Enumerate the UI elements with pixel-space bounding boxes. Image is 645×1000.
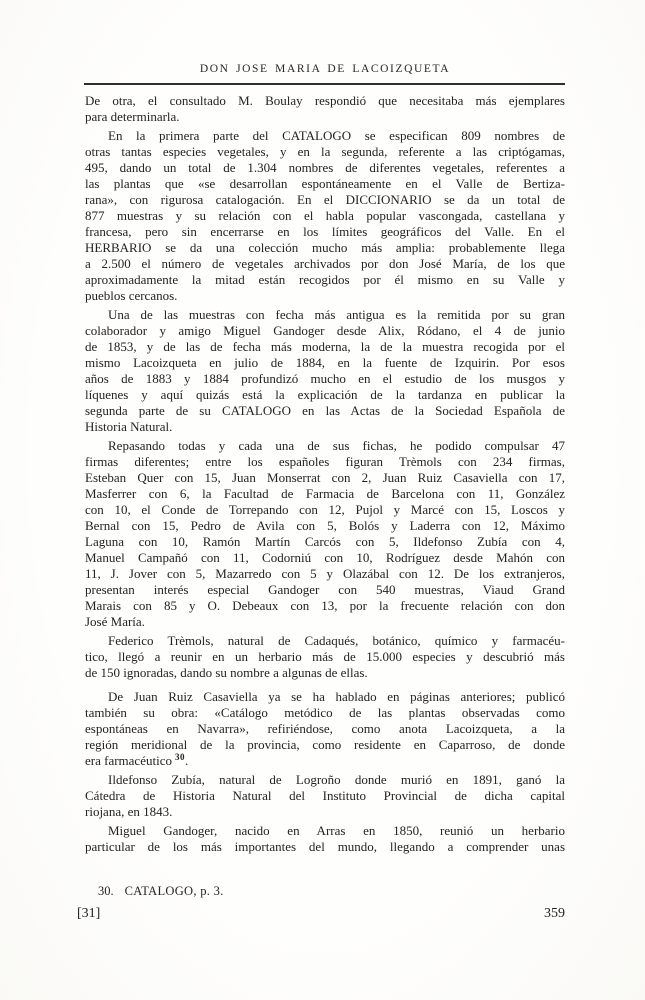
text-line: también su obra: «Catálogo metódico de las plantas observadas como — [85, 705, 565, 720]
body-text-block — [85, 93, 565, 855]
text-segment: era farmacéutico — [85, 753, 172, 768]
paragraph — [85, 823, 565, 855]
text-line: Esteban Quer con 15, Juan Monserrat con 2, Juan Ruiz Casaviella con 17, — [85, 470, 565, 485]
text-line: En la primera parte del CATALOGO se especifican 809 nombres de — [108, 128, 565, 143]
text-line: a 2.500 el número de vegetales archivados por don José María, de los que — [85, 256, 565, 271]
folio-left: [31] — [77, 906, 101, 921]
footnote — [85, 884, 565, 899]
text-line: Miguel Gandoger, nacido en Arras en 1850, reunió un herbario — [108, 823, 565, 838]
text-line: José María. — [85, 614, 145, 629]
text-line: De Juan Ruiz Casaviella ya se ha hablado en páginas anteriores; publicó — [108, 689, 565, 704]
page-footer — [77, 906, 565, 922]
text-line: Historia Natural. — [85, 419, 173, 434]
paragraph — [85, 128, 565, 304]
text-line: tico, llegó a reunir en un herbario más de 15.000 especies y descubrió más — [85, 649, 565, 664]
text-line: 495, dando un total de 1.304 nombres de diferentes vegetales, referentes a — [85, 160, 565, 175]
footnote-text: CATALOGO, p. 3. — [124, 884, 224, 898]
text-line: presentan interés especial Gandoger con 540 muestras, Viaud Grand — [85, 582, 565, 597]
paragraph — [85, 772, 565, 820]
text-line: de 150 ignoradas, dando su nombre a algunas de ellas. — [85, 665, 368, 680]
running-header-title: DON JOSE MARIA DE LACOIZQUETA — [199, 63, 451, 75]
text-line: con 10, el Conde de Torrepando con 12, Pujol y Marcé con 15, Loscos y — [85, 502, 565, 517]
text-line: Federico Trèmols, natural de Cadaqués, botánico, químico y farmacéu- — [108, 633, 565, 648]
text-line: las plantas que «se desarrollan espontáneamente en el Valle de Bertiza- — [85, 176, 565, 191]
paragraph — [85, 438, 565, 630]
paragraph — [85, 689, 565, 769]
paragraph — [85, 307, 565, 435]
text-line-with-footnote-ref — [85, 753, 565, 769]
text-line: Masferrer con 6, la Facultad de Farmacia de Barcelona con 11, González — [85, 486, 565, 501]
text-line: 11, J. Jover con 5, Mazarredo con 5 y Olazábal con 12. De los extranjeros, — [85, 566, 565, 581]
paragraph — [85, 633, 565, 681]
text-segment: . — [184, 753, 189, 768]
text-line: aproximadamente la mitad están recogidos por él mismo en su Valle y — [85, 272, 565, 287]
text-line: firmas diferentes; entre los españoles figuran Trèmols con 234 firmas, — [85, 454, 565, 469]
text-line: rana», con rigurosa catalogación. En el DICCIONARIO se da un total de — [85, 192, 565, 207]
text-line: francesa, pero sin encerrarse en los límites geográficos del Valle. En el — [85, 224, 565, 239]
text-line: otras tantas especies vegetales, y en la segunda, referente a las criptógamas, — [85, 144, 565, 159]
text-line: particular de los más importantes del mundo, llegando a comprender unas — [85, 839, 565, 854]
text-line: de 1853, y de las de fecha más moderna, la de la muestra recogida por el — [85, 339, 565, 354]
text-line: Laguna con 10, Ramón Martín Carcós con 5, Ildefonso Zubía con 4, — [85, 534, 565, 549]
text-line: De otra, el consultado M. Boulay respondió que necesitaba más ejemplares — [85, 93, 565, 108]
text-line: Cátedra de Historia Natural del Instituto Provincial de dicha capital — [85, 788, 565, 803]
text-line: líquenes y aquí quizás está la explicación de la tardanza en publicar la — [85, 387, 565, 402]
text-line: colaborador y amigo Miguel Gandoger desde Alix, Ródano, el 4 de junio — [85, 323, 565, 338]
text-line: HERBARIO se da una colección mucho más amplia: probablemente llega — [85, 240, 565, 255]
text-line: años de 1883 y 1884 profundizó mucho en el estudio de los musgos y — [85, 371, 565, 386]
header-rule — [84, 83, 565, 85]
text-line: riojana, en 1843. — [85, 804, 173, 819]
text-line: Marais con 85 y O. Debeaux con 13, por la frecuente relación con don — [85, 598, 565, 613]
footnote-number: 30. — [98, 884, 114, 898]
page-number: 359 — [544, 906, 565, 921]
text-line: segunda parte de su CATALOGO en las Actas de la Sociedad Española de — [85, 403, 565, 418]
text-line: para determinarla. — [85, 109, 180, 124]
text-line: Repasando todas y cada una de sus fichas, he podido compulsar 47 — [108, 438, 565, 453]
text-line: mismo Lacoizqueta en julio de 1884, en la fuente de Izquirin. Por esos — [85, 355, 565, 370]
text-line: Bernal con 15, Pedro de Avila con 5, Bolós y Laderra con 12, Máximo — [85, 518, 565, 533]
text-line: Ildefonso Zubía, natural de Logroño donde murió en 1891, ganó la — [108, 772, 565, 787]
paragraph — [85, 93, 565, 125]
text-line: 877 muestras y su relación con el habla popular vascongada, castellana y — [85, 208, 565, 223]
text-line: Manuel Campañó con 11, Codorniú con 10, Rodríguez desde Mahón con — [85, 550, 565, 565]
text-line: Una de las muestras con fecha más antigua es la remitida por su gran — [108, 307, 565, 322]
footnote-reference-30: 30 — [174, 753, 185, 762]
text-line: región meridional de la provincia, como residente en Caparroso, de donde — [85, 737, 565, 752]
text-line: pueblos cercanos. — [85, 288, 178, 303]
text-line: espontáneas en Navarra», refiriéndose, como anota Lacoizqueta, a la — [85, 721, 565, 736]
